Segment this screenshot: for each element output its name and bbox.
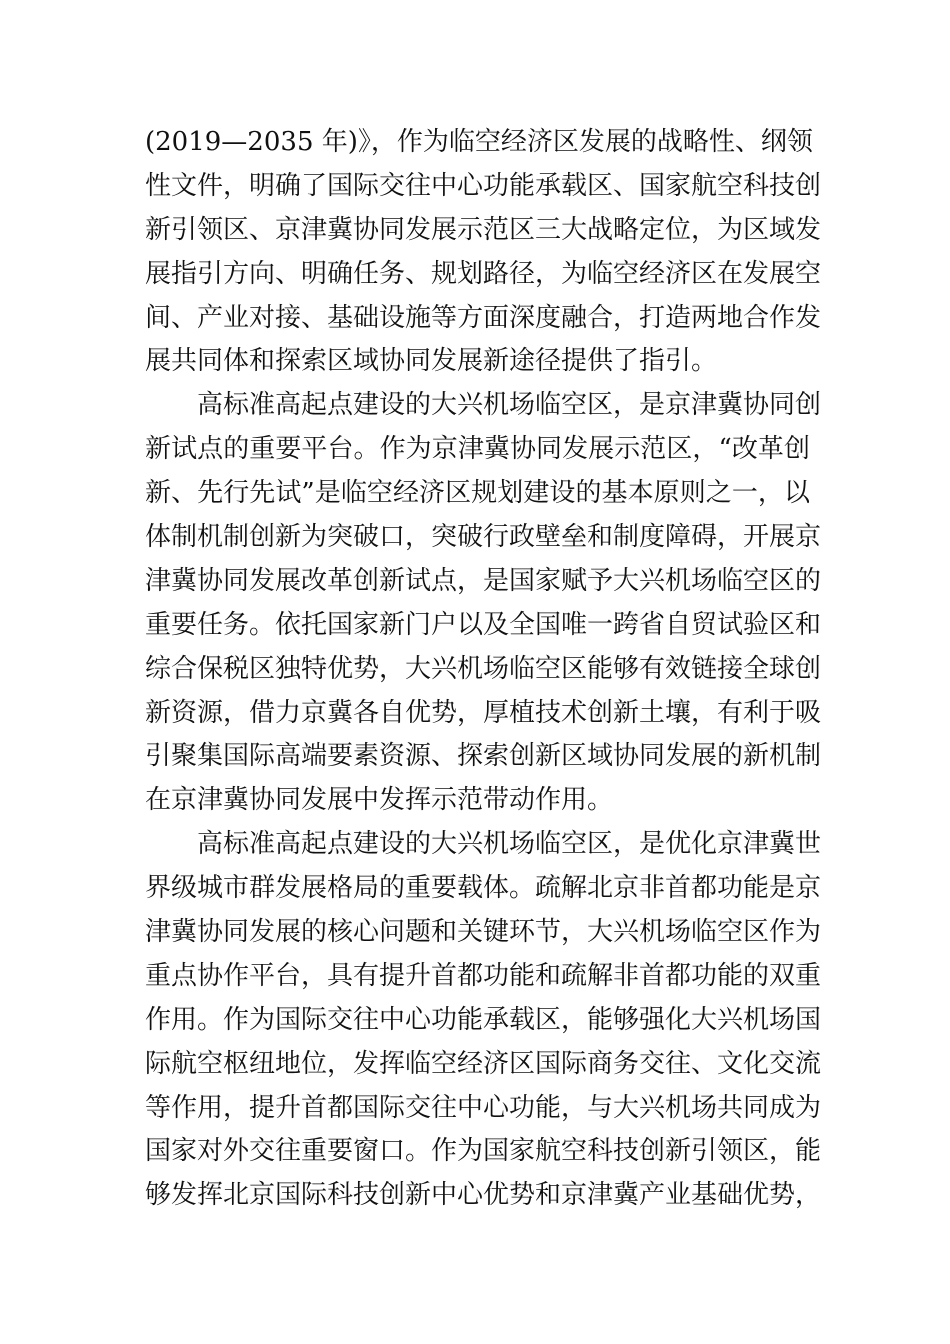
text-line: 重要任务。依托国家新门户以及全国唯一跨省自贸试验区和 — [145, 609, 822, 640]
text-line: 性文件，明确了国际交往中心功能承载区、国家航空科技创 — [145, 170, 822, 201]
text-line: 新试点的重要平台。作为京津冀协同发展示范区，“改革创 — [145, 434, 810, 465]
text-line: 际航空枢纽地位，发挥临空经济区国际商务交往、文化交流 — [145, 1048, 822, 1079]
paragraph-2 — [145, 384, 822, 823]
text-line: 体制机制创新为突破口，突破行政壁垒和制度障碍，开展京 — [145, 522, 822, 553]
text-line: 高标准高起点建设的大兴机场临空区，是京津冀协同创 — [145, 390, 822, 421]
text-line: 在京津冀协同发展中发挥示范带动作用。 — [145, 785, 614, 816]
text-line: 重点协作平台，具有提升首都功能和疏解非首都功能的双重 — [145, 960, 822, 991]
paragraph-3 — [145, 823, 822, 1218]
text-line: 够发挥北京国际科技创新中心优势和京津冀产业基础优势， — [145, 1180, 822, 1211]
text-line: 展共同体和探索区域协同发展新途径提供了指引。 — [145, 346, 718, 377]
text-line: 新、先行先试”是临空经济区规划建设的基本原则之一，以 — [145, 478, 810, 509]
text-line: 津冀协同发展改革创新试点，是国家赋予大兴机场临空区的 — [145, 565, 822, 596]
text-line: 间、产业对接、基础设施等方面深度融合，打造两地合作发 — [145, 302, 822, 333]
text-line: (2019—2035 年)》，作为临空经济区发展的战略性、纲领 — [145, 127, 813, 157]
document-body — [145, 121, 822, 1218]
text-line: 国家对外交往重要窗口。作为国家航空科技创新引领区，能 — [145, 1136, 822, 1167]
text-line: 引聚集国际高端要素资源、探索创新区域协同发展的新机制 — [145, 741, 822, 772]
text-line: 综合保税区独特优势，大兴机场临空区能够有效链接全球创 — [145, 653, 822, 684]
text-line: 展指引方向、明确任务、规划路径，为临空经济区在发展空 — [145, 258, 822, 289]
paragraph-1 — [145, 121, 822, 384]
text-line: 新资源，借力京冀各自优势，厚植技术创新土壤，有利于吸 — [145, 697, 822, 728]
text-line: 津冀协同发展的核心问题和关键环节，大兴机场临空区作为 — [145, 917, 822, 948]
text-line: 高标准高起点建设的大兴机场临空区，是优化京津冀世 — [145, 829, 822, 860]
text-line: 新引领区、京津冀协同发展示范区三大战略定位，为区域发 — [145, 214, 822, 245]
text-line: 界级城市群发展格局的重要载体。疏解北京非首都功能是京 — [145, 873, 822, 904]
text-line: 等作用，提升首都国际交往中心功能，与大兴机场共同成为 — [145, 1092, 822, 1123]
text-line: 作用。作为国际交往中心功能承载区，能够强化大兴机场国 — [145, 1004, 822, 1035]
